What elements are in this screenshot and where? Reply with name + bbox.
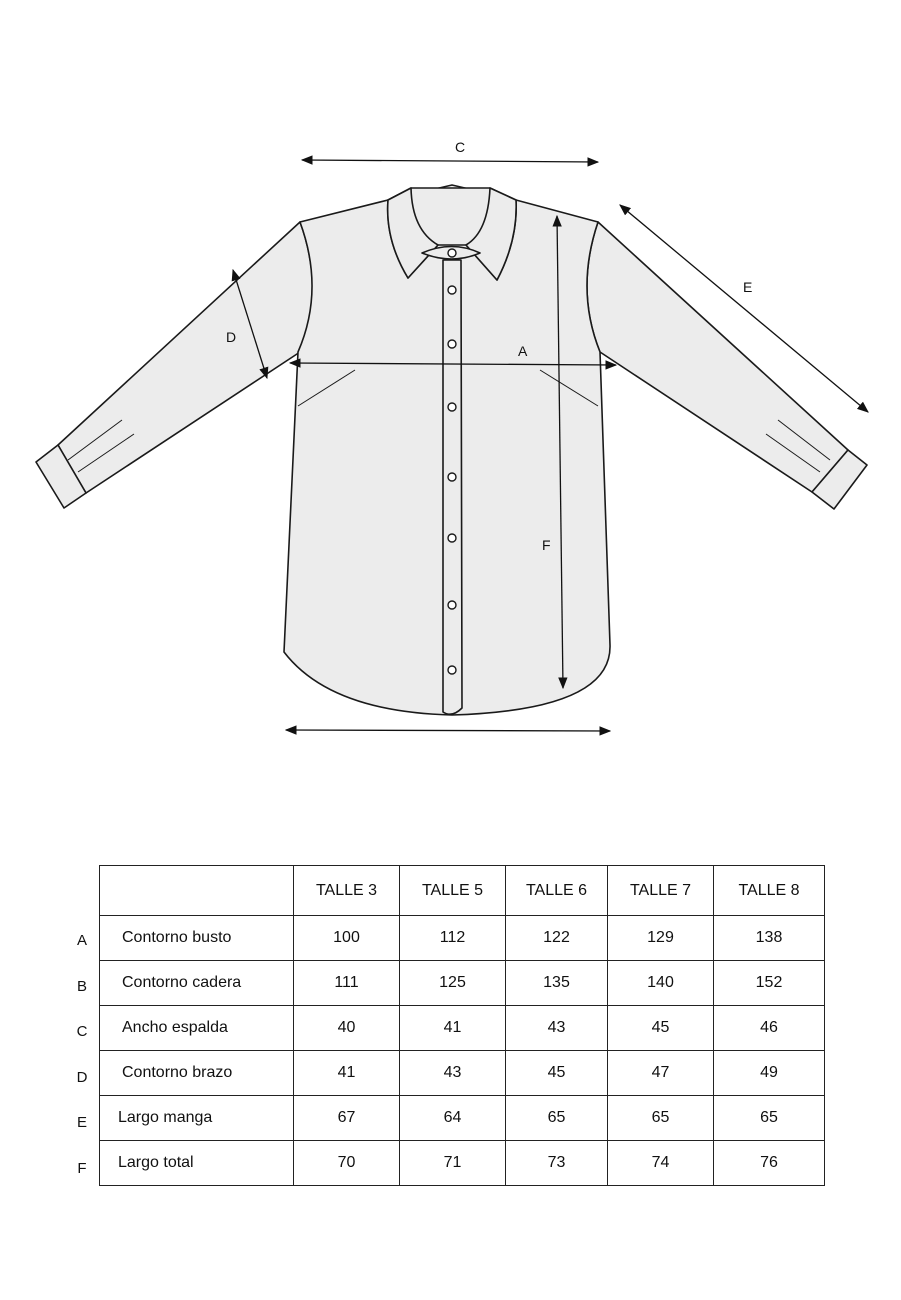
table-header-cell: TALLE 6 bbox=[506, 866, 608, 916]
row-letter: A bbox=[76, 932, 87, 949]
size-table bbox=[99, 865, 825, 1186]
table-header-cell bbox=[100, 866, 294, 916]
row-letter: E bbox=[76, 1114, 87, 1131]
table-header-cell: TALLE 8 bbox=[714, 866, 825, 916]
table-cell: 111 bbox=[294, 961, 400, 1006]
table-cell: 65 bbox=[506, 1096, 608, 1141]
table-cell: 74 bbox=[608, 1141, 714, 1186]
arrow-c bbox=[302, 160, 598, 162]
table-row bbox=[100, 916, 825, 961]
table-header-cell: TALLE 3 bbox=[294, 866, 400, 916]
table-cell: 65 bbox=[714, 1096, 825, 1141]
table-row bbox=[100, 1141, 825, 1186]
table-cell: 76 bbox=[714, 1141, 825, 1186]
row-letter: F bbox=[77, 1159, 87, 1177]
table-row bbox=[100, 1051, 825, 1096]
table-cell: 122 bbox=[506, 916, 608, 961]
label-f: F bbox=[542, 537, 551, 553]
table-cell: 138 bbox=[714, 916, 825, 961]
table-cell: 140 bbox=[608, 961, 714, 1006]
table-header-cell: TALLE 7 bbox=[608, 866, 714, 916]
table-cell: 64 bbox=[400, 1096, 506, 1141]
label-a: A bbox=[518, 343, 528, 359]
label-d: D bbox=[226, 329, 237, 345]
row-letter: B bbox=[76, 977, 87, 995]
measure-name: Largo total bbox=[100, 1141, 294, 1186]
table-header-row bbox=[100, 866, 825, 916]
table-cell: 100 bbox=[294, 916, 400, 961]
table-cell: 65 bbox=[608, 1096, 714, 1141]
table-cell: 43 bbox=[400, 1051, 506, 1096]
measure-name: Contorno cadera bbox=[100, 961, 294, 1006]
arrow-b bbox=[286, 730, 610, 731]
table-cell: 70 bbox=[294, 1141, 400, 1186]
table-cell: 125 bbox=[400, 961, 506, 1006]
row-letters bbox=[72, 915, 92, 1188]
table-cell: 135 bbox=[506, 961, 608, 1006]
table-cell: 41 bbox=[294, 1051, 400, 1096]
measure-name: Contorno busto bbox=[100, 916, 294, 961]
table-cell: 45 bbox=[608, 1006, 714, 1051]
table-cell: 129 bbox=[608, 916, 714, 961]
measure-name: Contorno brazo bbox=[100, 1051, 294, 1096]
table-cell: 152 bbox=[714, 961, 825, 1006]
table-cell: 49 bbox=[714, 1051, 825, 1096]
table-cell: 47 bbox=[608, 1051, 714, 1096]
table-cell: 71 bbox=[400, 1141, 506, 1186]
label-e: E bbox=[743, 279, 753, 295]
table-row bbox=[100, 1006, 825, 1051]
table-cell: 45 bbox=[506, 1051, 608, 1096]
button-placket bbox=[443, 260, 462, 714]
row-letter: C bbox=[76, 1023, 88, 1040]
table-cell: 112 bbox=[400, 916, 506, 961]
table-cell: 67 bbox=[294, 1096, 400, 1141]
shirt-outline bbox=[36, 185, 867, 715]
measure-name: Ancho espalda bbox=[100, 1006, 294, 1051]
table-row bbox=[100, 961, 825, 1006]
table-cell: 41 bbox=[400, 1006, 506, 1051]
table-cell: 43 bbox=[506, 1006, 608, 1051]
right-sleeve bbox=[587, 222, 848, 492]
table-cell: 73 bbox=[506, 1141, 608, 1186]
left-sleeve bbox=[58, 222, 313, 493]
row-letter: D bbox=[76, 1068, 88, 1086]
table-cell: 46 bbox=[714, 1006, 825, 1051]
table-header-cell: TALLE 5 bbox=[400, 866, 506, 916]
table-row bbox=[100, 1096, 825, 1141]
table-cell: 40 bbox=[294, 1006, 400, 1051]
measure-name: Largo manga bbox=[100, 1096, 294, 1141]
label-c: C bbox=[455, 139, 466, 155]
